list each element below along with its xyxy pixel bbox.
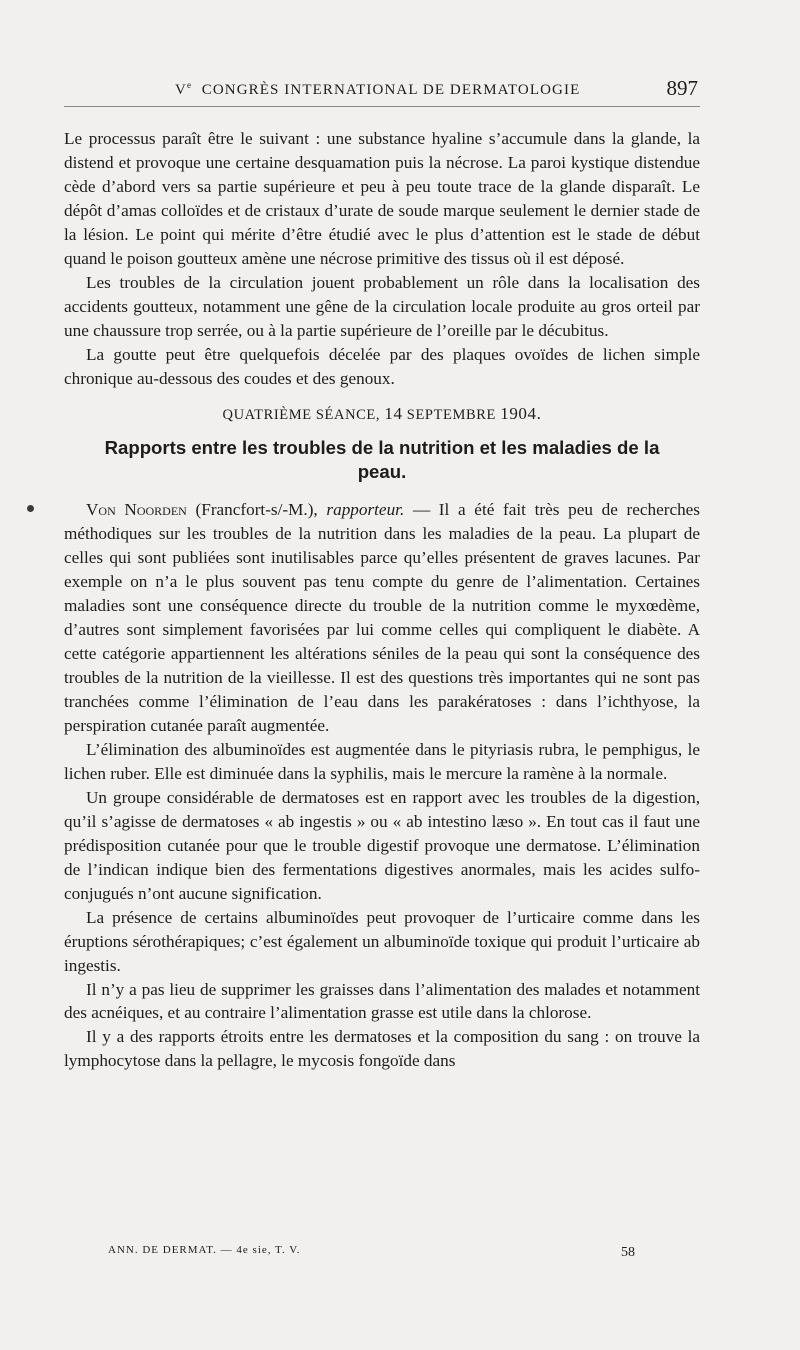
author-name: Von Noorden (86, 500, 187, 520)
congress-title: CONGRÈS INTERNATIONAL DE DERMATOLOGIE (201, 82, 581, 98)
article-title: Rapports entre les troubles de la nutrition et les maladies de la peau. (104, 437, 660, 483)
text-body (64, 127, 700, 1073)
paragraph-9: Il y a des rapports étroits entre les dermatoses et la composition du sang : on trouve la lymphocytose dans la pellagre, le mycosis fongoïde dans (64, 1027, 700, 1071)
volume-roman-suffix: e (186, 80, 193, 90)
volume-roman: V (175, 82, 187, 98)
paragraph-7: La présence de certains albuminoïdes peut provoquer de l’urticaire comme dans les éruptions sérothérapiques; c’est également un albuminoïde toxique qui produit l’urticaire ab ingestis. (64, 907, 700, 975)
session-label: QUATRIÈME SÉANCE, (222, 407, 381, 424)
paragraph-8: Il n’y a pas lieu de supprimer les graisses dans l’alimentation des malades et notamment des acnéiques, et au contraire l’alimentation grasse est utile dans la chlorose. (64, 979, 700, 1023)
author-city: (Francfort-s/-M.), (195, 500, 318, 520)
paragraph-3: La goutte peut être quelquefois décelée par des plaques ovoïdes de lichen simple chronique au-dessous des coudes et des genoux. (64, 344, 700, 388)
paragraph-5: L’élimination des albuminoïdes est augmentée dans le pityriasis rubra, le pemphigus, le lichen ruber. Elle est diminuée dans la syphilis, mais le mercure la ramène à la normale. (64, 739, 700, 783)
session-month: SEPTEMBRE (406, 407, 496, 424)
paragraph-4 (64, 498, 700, 738)
signature-number: 58 (621, 1245, 635, 1260)
journal-footer: ANN. DE DERMAT. — 4e sie, T. V. (108, 1244, 301, 1256)
running-header (66, 76, 698, 106)
running-title (175, 80, 580, 99)
paragraph-6: Un groupe considérable de dermatoses est en rapport avec les troubles de la digestion, qu’il s’agisse de dermatoses « ab ingestis » ou « ab intestino læso ». En tout cas il faut une prédisposition cutanée pour que le trouble digestif provoque une dermatose. L’élimination de l’indican indique bien des fermentations digestives anormales, mais les acides sulfo-conjugués n’ont aucune signification. (64, 787, 700, 903)
session-year: 1904. (500, 404, 542, 424)
author-role: rapporteur. (326, 500, 405, 520)
page-number: 897 (666, 76, 698, 100)
paragraph-2: Les troubles de la circulation jouent probablement un rôle dans la localisation des accidents goutteux, notamment une gêne de la circulation locale produite au gros orteil par une chaussure trop serrée, ou à la partie supérieure de l’oreille par le décubitus. (64, 272, 700, 340)
paragraph-4-text: — Il a été fait très peu de recherches méthodiques sur les troubles de la nutrition dans les maladies de la peau. La plupart de celles qui sont publiées sont inutilisables parce qu’elles présentent de graves lacunes. Par exemple on n’a le plus souvent pas tenu compte du genre de l’alimentation. Certaines maladies sont une conséquence directe du trouble de la nutrition comme le myxœdème, d’autres sont simplement favorisées par lui comme celles qui compliquent le diabète. A cette catégorie appartiennent les altérations séniles de la peau qui sont la conséquence des troubles de la nutrition de la vieillesse. Il est des questions très importantes qui ne sont pas tranchées comme l’élimination de l’eau dans les parakératoses : dans l’ichthyose, la perspiration cutanée paraît augmentée. (64, 500, 700, 736)
session-day: 14 (384, 404, 403, 424)
session-heading (64, 402, 700, 428)
margin-dot (27, 505, 34, 512)
header-rule (64, 106, 700, 107)
paragraph-1: Le processus paraît être le suivant : une substance hyaline s’accumule dans la glande, la distend et provoque une certaine desquamation puis la nécrose. La paroi kystique distendue cède d’abord vers sa partie supérieure et peu à peu toute trace de la glande disparaît. Le dépôt d’amas colloïdes et de cristaux d’urate de soude marque seulement le dernier stade de la lésion. Le point qui mérite d’être étudié avec le plus d’attention est le stade de début quand le poison goutteux amène une nécrose primitive des tissus où il est déposé. (64, 129, 700, 268)
